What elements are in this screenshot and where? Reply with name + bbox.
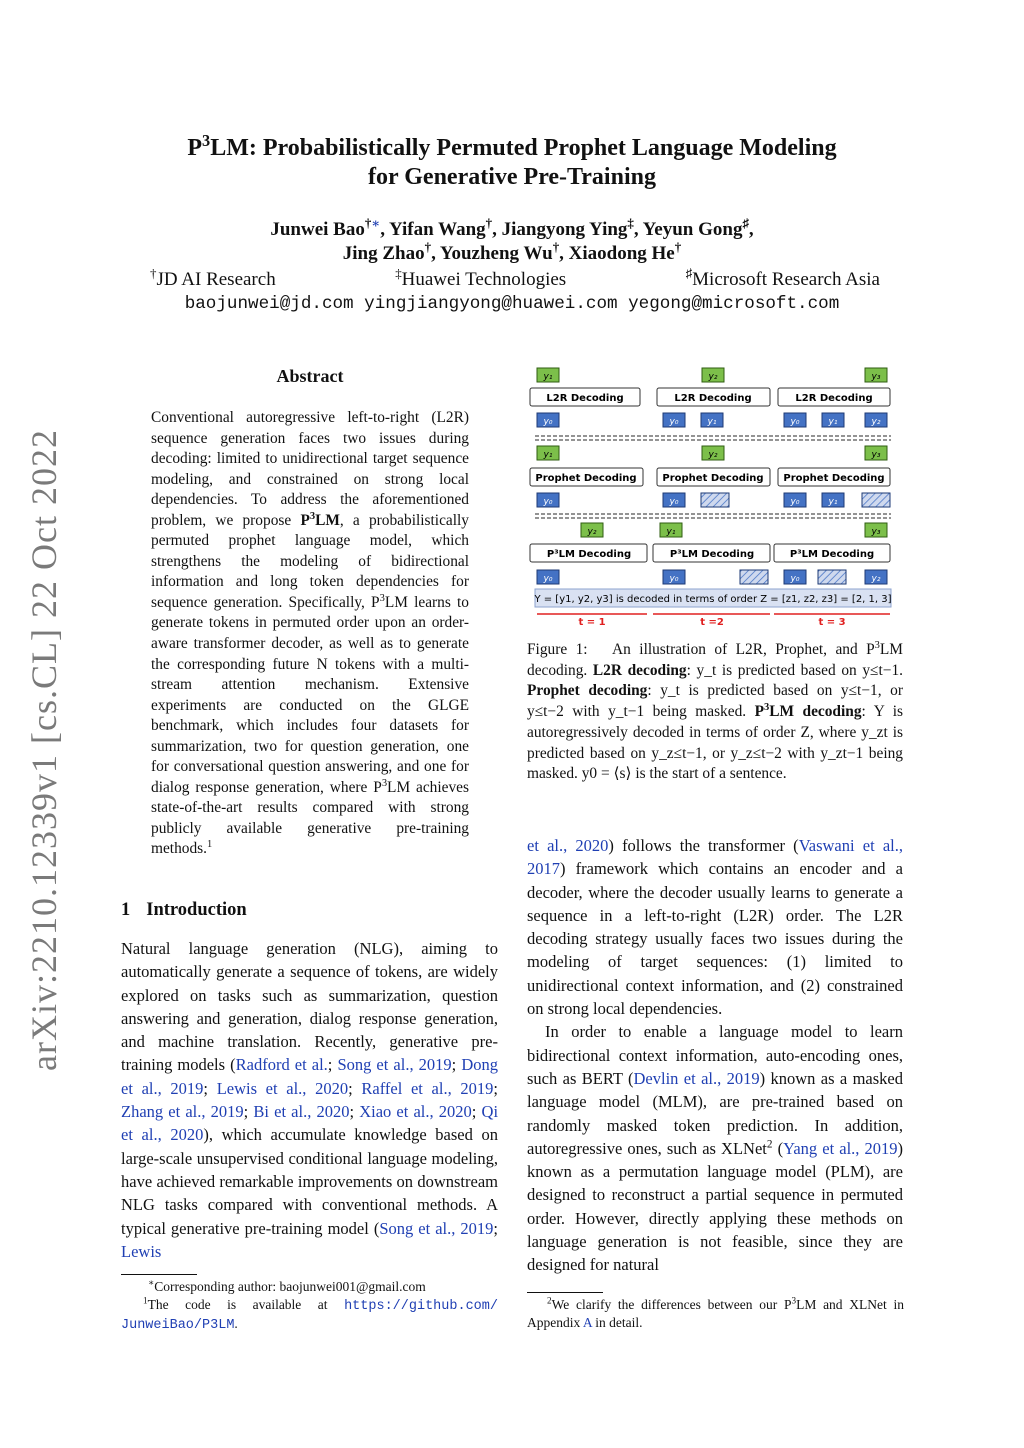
footnote-rule xyxy=(527,1292,603,1293)
github-link[interactable]: JunweiBao/P3LM xyxy=(121,1318,235,1333)
svg-text:y₀: y₀ xyxy=(543,574,553,584)
citation-link[interactable]: Song et al., 2019 xyxy=(337,1055,452,1075)
l2r-row xyxy=(530,368,890,427)
svg-text:y₁: y₁ xyxy=(828,417,838,427)
svg-text:t = 3: t = 3 xyxy=(818,617,846,628)
svg-text:y₂: y₂ xyxy=(708,450,718,460)
svg-text:P³LM Decoding: P³LM Decoding xyxy=(669,549,755,560)
svg-text:Y = [y1, y2, y3] is decoded in: Y = [y1, y2, y3] is decoded in terms of order Z = [z1, z2, z3] = [2, 1, 3] xyxy=(534,594,892,605)
figure-1-caption: Figure 1: An illustration of L2R, Prophet, and $P^3LM$ decoding. L2R decoding: y_t is predicted based on y≤t−1. Prophet decoding: y_t is predicted based on y≤t−1, or y≤t−2 with y_t−1 being masked. $P^3LM$ decoding: Y is autoregressively decoded in terms of order Z, where y_zt is predicted based on y_z≤t−1, or y_z≤t−2 with y_zt−1 being masked. y0 = ⟨s⟩ is the start of a sentence. xyxy=(527,639,903,783)
svg-text:y₁: y₁ xyxy=(543,372,553,382)
svg-text:P³LM Decoding: P³LM Decoding xyxy=(789,549,875,560)
abstract-heading: Abstract xyxy=(276,366,344,386)
footnote-rule xyxy=(121,1274,197,1275)
svg-text:y₀: y₀ xyxy=(543,417,553,427)
citation-link[interactable]: Zhang et al., 2019 xyxy=(121,1102,244,1122)
svg-text:y₂: y₂ xyxy=(871,574,881,584)
section-heading-introduction: 1 Introduction xyxy=(121,900,247,920)
svg-text:y₁: y₁ xyxy=(543,450,553,460)
svg-text:y₂: y₂ xyxy=(708,372,718,382)
citation-link[interactable]: Lewis et al., 2020 xyxy=(216,1078,349,1098)
citation-link[interactable]: Lewis xyxy=(121,1241,162,1261)
svg-text:L2R Decoding: L2R Decoding xyxy=(674,393,752,404)
svg-text:y₃: y₃ xyxy=(871,527,881,537)
svg-text:P³LM Decoding: P³LM Decoding xyxy=(546,549,632,560)
author-list: Junwei Bao†∗, Yifan Wang†, Jiangyong Ying‡, Yeyun Gong♯, Jing Zhao†, Youzheng Wu†, Xiaodong He† xyxy=(270,215,754,264)
appendix-link[interactable]: A xyxy=(582,1314,592,1330)
svg-text:y₀: y₀ xyxy=(543,497,553,507)
citation-link[interactable]: et al., 2020 xyxy=(527,836,609,855)
svg-text:y₁: y₁ xyxy=(666,527,676,537)
svg-text:t = 1: t = 1 xyxy=(578,617,606,628)
right-column-text: et al., 2020) follows the transformer (Vaswani et al., 2017) framework which contains an encoder and a decoder, where the decoder usually learns to generate a sequence in a left-to-right (L2R) order. The L2R decoding strategy usually faces two issues during the modeling of target sequences: (1) limited to unidirectional context information, and (2) constrained on strong local dependencies. In order to enable a language model to learn bidirectional context information, auto-encoding ones, such as BERT (Devlin et al., 2019) known as a masked language model (MLM), are pre-trained based on randomly masked token prediction. In addition, autoregressive ones, such as XLNet$^2$ (Yang et al., 2019) known as a permutation language model (PLM), are designed to reconstruct a partial sequence in permuted order. However, directly applying these methods on language generation is not feasible, since they are designed for natural xyxy=(527,836,903,1275)
svg-text:Prophet Decoding: Prophet Decoding xyxy=(535,473,637,484)
citation-link[interactable]: Song et al., 2019 xyxy=(379,1218,494,1238)
figure-1 xyxy=(527,360,903,630)
svg-text:y₀: y₀ xyxy=(669,574,679,584)
svg-text:y₀: y₀ xyxy=(790,417,800,427)
svg-text:y₀: y₀ xyxy=(669,497,679,507)
affiliations: †JD AI Research ‡Huawei Technologies ♯Microsoft Research Asia xyxy=(150,265,880,290)
intro-paragraph: Natural language generation (NLG), aiming to automatically generate a sequence of tokens, are widely explored on tasks such as summarization, question answering and generation, dialog response generation, and machine translation. Recently, generative pre-training models (Radford et al.; Song et al., 2019; Dong et al., 2019; Lewis et al., 2020; Raffel et al., 2019; Zhang et al., 2019; Bi et al., 2020; Xiao et al., 2020; Qi et al., 2020), which accumulate knowledge based on large-scale unsupervised conditional language modeling, have achieved remarkable improvements on downstream NLG tasks compared with conventional methods. A typical generative pre-training model (Song et al., 2019; Lewis xyxy=(121,939,499,1261)
footnotes-left: ∗Corresponding author: baojunwei001@gmail.com $^1$The code is available at https://github.com/ JunweiBao/P3LM. xyxy=(121,1277,498,1333)
p3lm-row xyxy=(530,523,890,584)
svg-text:Prophet Decoding: Prophet Decoding xyxy=(783,473,885,484)
svg-text:y₃: y₃ xyxy=(871,450,881,460)
svg-text:y₁: y₁ xyxy=(828,497,838,507)
svg-text:y₂: y₂ xyxy=(871,417,881,427)
citation-link[interactable]: Raffel et al., 2019 xyxy=(361,1078,494,1098)
svg-text:y₀: y₀ xyxy=(790,574,800,584)
abstract-body: Conventional autoregressive left-to-right (L2R) sequence generation faces two issues during decoding: limited to unidirectional target sequence modeling, and constrained on strong local dependencies. To address the aforementioned problem, we propose $P^3LM$, a probabilistically permuted prophet language model, which strengthens the modeling of bidirectional information and long token dependencies for sequence generation. Specifically, $P^3LM$ learns to generate tokens in permuted order upon an order-aware transformer decoder, as well as to generate the corresponding future N tokens with a multi-stream attention mechanism. Extensive experiments are conducted on the GLGE benchmark, which includes four datasets for summarization, two for question generation, one for conversational question answering, and one for dialog response generation, where $P^3LM$ achieves state-of-the-art results compared with strong publicly available generative pre-training methods.$^1$ xyxy=(151,409,469,858)
github-link[interactable]: https://github.com/ xyxy=(344,1298,498,1314)
svg-text:y₀: y₀ xyxy=(790,497,800,507)
paper-title: $P^3LM$: Probabilistically Permuted Prophet Language Modeling for Generative Pre-Training xyxy=(187,131,837,190)
citation-link[interactable]: Qi et al., 2020 xyxy=(121,1102,499,1145)
svg-text:y₂: y₂ xyxy=(587,527,597,537)
citation-link[interactable]: Bi et al., 2020 xyxy=(253,1102,350,1122)
author-emails: baojunwei@jd.com yingjiangyong@huawei.com yegong@microsoft.com xyxy=(184,294,840,314)
citation-link[interactable]: Dong et al., 2019 xyxy=(121,1055,498,1098)
masked-token xyxy=(701,493,729,507)
svg-text:L2R Decoding: L2R Decoding xyxy=(795,393,873,404)
citation-link[interactable]: Devlin et al., 2019 xyxy=(633,1068,760,1088)
svg-text:L2R Decoding: L2R Decoding xyxy=(546,393,624,404)
footnote-right: $^2$We clarify the differences between our $P^3LM$ and XLNet in Appendix A in detail. xyxy=(527,1295,904,1330)
svg-text:y₀: y₀ xyxy=(669,417,679,427)
figure-1-diagram xyxy=(527,360,903,630)
svg-text:y₃: y₃ xyxy=(871,372,881,382)
svg-text:y₁: y₁ xyxy=(707,417,717,427)
prophet-row xyxy=(530,446,890,507)
citation-link[interactable]: Radford et al. xyxy=(235,1055,328,1075)
svg-text:t =2: t =2 xyxy=(700,617,724,628)
svg-text:Prophet Decoding: Prophet Decoding xyxy=(662,473,764,484)
citation-link[interactable]: Yang et al., 2019 xyxy=(783,1138,898,1158)
citation-link[interactable]: Xiao et al., 2020 xyxy=(359,1102,472,1122)
citation-link[interactable]: Vaswani et al., 2017 xyxy=(527,836,903,879)
